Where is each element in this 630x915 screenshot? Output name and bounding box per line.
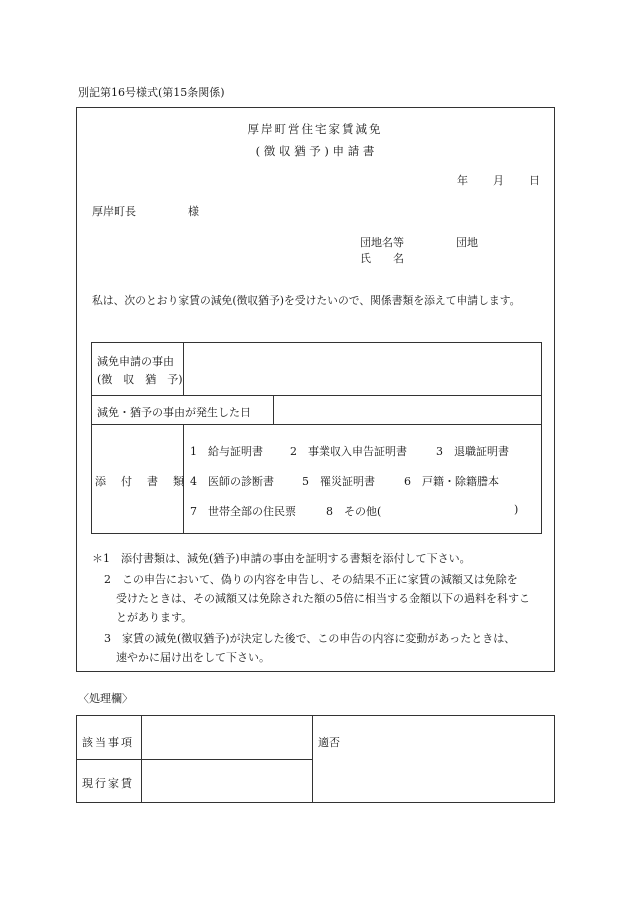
doc-item-disaster: 5 罹災証明書 (302, 475, 375, 488)
doc-item-other: 8 その他( (326, 505, 382, 518)
note-2-cont: とがあります。 (116, 611, 193, 624)
applicable-items-label: 該当事項 (82, 736, 134, 749)
date-year-label: 年 (457, 174, 468, 187)
table-divider (273, 395, 274, 424)
document-title: 厚岸町営住宅家賃減免 (247, 122, 383, 136)
current-rent-label: 現行家賃 (82, 777, 134, 790)
form-number-label: 別記第16号様式(第15条関係) (78, 86, 225, 99)
table-divider (76, 759, 312, 760)
approval-label: 適否 (318, 736, 340, 749)
attachments-label: 添 付 書 類 (95, 475, 186, 488)
table-divider (312, 715, 313, 803)
doc-item-other-close: ) (514, 503, 519, 516)
note-3-cont: 速やかに届け出をして下さい。 (116, 651, 270, 664)
table-divider (141, 715, 142, 803)
note-2: 2 この申告において、偽りの内容を申告し、その結果不正に家賃の減額又は免除を (104, 573, 518, 586)
doc-item-resident-record: 7 世帯全部の住民票 (190, 505, 296, 518)
date-month-label: 月 (493, 174, 504, 187)
danchi-name-label: 団地名等 (360, 236, 404, 249)
document-subtitle: ( 徴 収 猶 予 ) 申 請 書 (255, 144, 375, 158)
note-2-cont: 受けたときは、その減額又は免除された額の5倍に相当する金額以下の過料を科すこ (116, 592, 530, 605)
reason-label: 減免申請の事由 (97, 355, 174, 368)
table-divider (183, 342, 184, 395)
addressee-honorific: 様 (188, 205, 199, 218)
table-divider (91, 424, 542, 425)
date-day-label: 日 (529, 174, 540, 187)
reason-label-sub: (徴 収 猶 予) (97, 373, 183, 386)
doc-item-medical: 4 医師の診断書 (190, 475, 274, 488)
doc-item-retirement: 3 退職証明書 (436, 445, 509, 458)
doc-item-business-income: 2 事業収入申告証明書 (290, 445, 407, 458)
addressee-name: 厚岸町長 (92, 205, 136, 218)
processing-heading: 〈処理欄〉 (78, 692, 133, 705)
doc-item-family-register: 6 戸籍・除籍謄本 (404, 475, 499, 488)
occurrence-date-label: 減免・猶予の事由が発生した日 (97, 406, 251, 419)
doc-item-salary-certificate: 1 給与証明書 (190, 445, 263, 458)
note-3: 3 家賃の減免(徴収猶予)が決定した後で、この申告の内容に変動があったときは、 (104, 632, 516, 645)
danchi-suffix: 団地 (456, 236, 478, 249)
table-divider (91, 395, 542, 396)
applicant-name-label: 氏 名 (360, 252, 404, 265)
application-statement: 私は、次のとおり家賃の減免(徴収猶予)を受けたいので、関係書類を添えて申請します。 (92, 294, 521, 307)
note-1: ＊1 添付書類は、減免(猶予)申請の事由を証明する書類を添付して下さい。 (92, 552, 471, 565)
